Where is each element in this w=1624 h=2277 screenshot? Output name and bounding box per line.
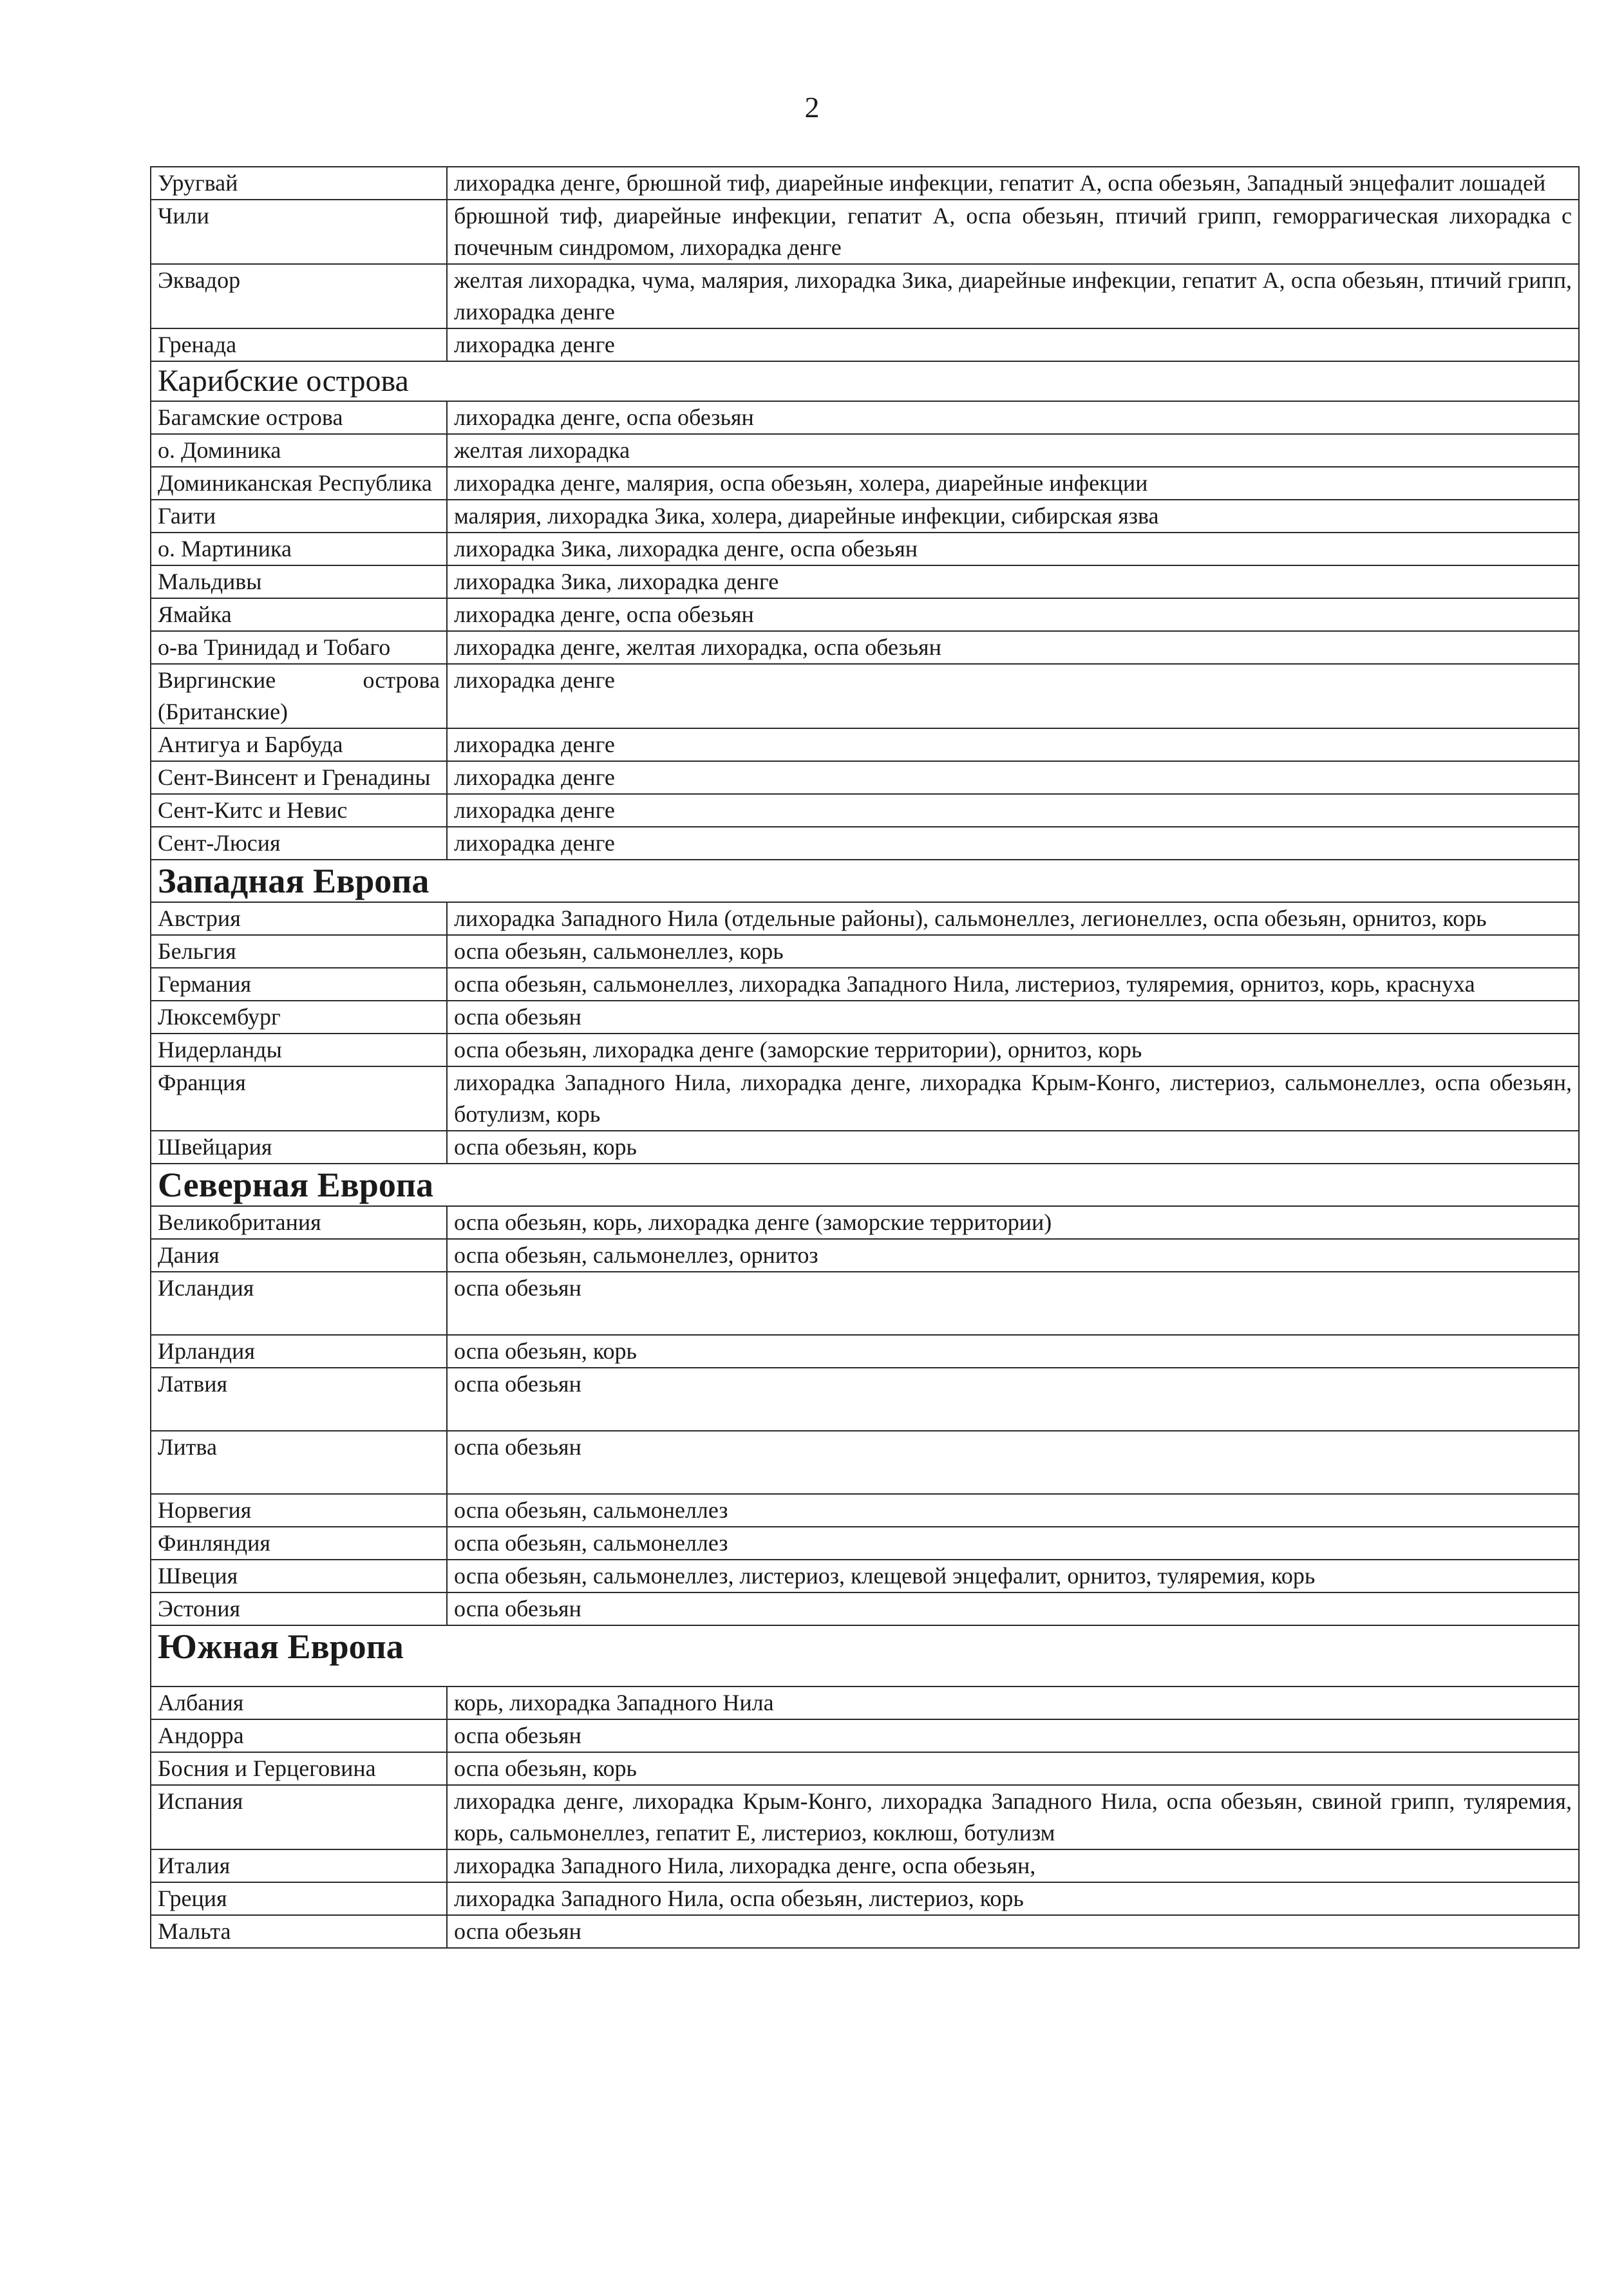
country-cell: Дания xyxy=(151,1239,447,1272)
country-cell: Гаити xyxy=(151,500,447,533)
disease-cell: желтая лихорадка, чума, малярия, лихорадка Зика, диарейные инфекции, гепатит А, оспа обезьян, птичий грипп, лихорадка денге xyxy=(447,264,1579,328)
table-row xyxy=(151,1431,1579,1494)
disease-cell: оспа обезьян, корь xyxy=(447,1335,1579,1368)
country-cell: Антигуа и Барбуда xyxy=(151,728,447,761)
table-row xyxy=(151,902,1579,935)
country-cell: Швейцария xyxy=(151,1131,447,1164)
section-title: Западная Европа xyxy=(151,860,1579,902)
disease-cell: лихорадка денге xyxy=(447,328,1579,361)
country-cell: Норвегия xyxy=(151,1494,447,1527)
table-row xyxy=(151,1206,1579,1239)
table-row xyxy=(151,631,1579,664)
disease-cell: оспа обезьян, лихорадка денге (заморские территории), орнитоз, корь xyxy=(447,1034,1579,1066)
country-cell: Виргинские острова (Британские) xyxy=(151,664,447,728)
disease-cell: оспа обезьян, корь xyxy=(447,1131,1579,1164)
disease-cell: лихорадка денге xyxy=(447,794,1579,827)
country-cell: Швеция xyxy=(151,1560,447,1592)
disease-cell: желтая лихорадка xyxy=(447,434,1579,467)
table-row xyxy=(151,434,1579,467)
country-cell: Ирландия xyxy=(151,1335,447,1368)
country-cell: Гренада xyxy=(151,328,447,361)
table-row xyxy=(151,1882,1579,1915)
country-cell: Андорра xyxy=(151,1719,447,1752)
table-row xyxy=(151,1527,1579,1560)
country-cell: Уругвай xyxy=(151,167,447,200)
table-row xyxy=(151,1131,1579,1164)
disease-cell: лихорадка денге, оспа обезьян xyxy=(447,598,1579,631)
disease-cell: оспа обезьян, корь, лихорадка денге (заморские территории) xyxy=(447,1206,1579,1239)
table-row xyxy=(151,1785,1579,1849)
country-cell: Нидерланды xyxy=(151,1034,447,1066)
table-row xyxy=(151,935,1579,968)
disease-cell: оспа обезьян xyxy=(447,1368,1579,1431)
table-row xyxy=(151,500,1579,533)
table-row xyxy=(151,1335,1579,1368)
section-header-row xyxy=(151,860,1579,902)
disease-cell: лихорадка денге xyxy=(447,728,1579,761)
disease-cell: лихорадка Зика, лихорадка денге xyxy=(447,565,1579,598)
disease-cell: оспа обезьян xyxy=(447,1915,1579,1948)
section-title: Северная Европа xyxy=(151,1164,1579,1206)
disease-cell: оспа обезьян xyxy=(447,1592,1579,1625)
country-cell: Ямайка xyxy=(151,598,447,631)
disease-cell: лихорадка Западного Нила, оспа обезьян, листериоз, корь xyxy=(447,1882,1579,1915)
table-row xyxy=(151,1001,1579,1034)
disease-cell: лихорадка денге, малярия, оспа обезьян, холера, диарейные инфекции xyxy=(447,467,1579,500)
country-cell: Франция xyxy=(151,1066,447,1131)
table-row xyxy=(151,794,1579,827)
section-header-row xyxy=(151,361,1579,401)
table-row xyxy=(151,167,1579,200)
page-number: 2 xyxy=(804,91,820,124)
disease-cell: оспа обезьян, сальмонеллез, орнитоз xyxy=(447,1239,1579,1272)
country-cell: Финляндия xyxy=(151,1527,447,1560)
disease-cell: оспа обезьян, сальмонеллез, корь xyxy=(447,935,1579,968)
table-row xyxy=(151,968,1579,1001)
table-row xyxy=(151,1592,1579,1625)
disease-cell: лихорадка денге, брюшной тиф, диарейные инфекции, гепатит А, оспа обезьян, Западный энцефалит лошадей xyxy=(447,167,1579,200)
disease-cell: малярия, лихорадка Зика, холера, диарейные инфекции, сибирская язва xyxy=(447,500,1579,533)
table-row xyxy=(151,1034,1579,1066)
country-cell: Эстония xyxy=(151,1592,447,1625)
country-cell: Сент-Винсент и Гренадины xyxy=(151,761,447,794)
disease-cell: лихорадка денге, желтая лихорадка, оспа обезьян xyxy=(447,631,1579,664)
country-cell: о-ва Тринидад и Тобаго xyxy=(151,631,447,664)
disease-cell: брюшной тиф, диарейные инфекции, гепатит А, оспа обезьян, птичий грипп, геморрагическая лихорадка с почечным синдромом, лихорадка денге xyxy=(447,200,1579,264)
country-cell: Бельгия xyxy=(151,935,447,968)
country-cell: Литва xyxy=(151,1431,447,1494)
country-cell: Багамские острова xyxy=(151,401,447,434)
country-cell: Италия xyxy=(151,1849,447,1882)
country-cell: Сент-Китс и Невис xyxy=(151,794,447,827)
disease-cell: лихорадка Западного Нила, лихорадка денге, лихорадка Крым-Конго, листериоз, сальмонеллез, оспа обезьян, ботулизм, корь xyxy=(447,1066,1579,1131)
table-row xyxy=(151,328,1579,361)
section-header-row xyxy=(151,1625,1579,1686)
table-row xyxy=(151,1066,1579,1131)
disease-cell: оспа обезьян xyxy=(447,1431,1579,1494)
country-cell: Мальдивы xyxy=(151,565,447,598)
disease-table xyxy=(150,166,1580,1949)
country-cell: Германия xyxy=(151,968,447,1001)
country-cell: Испания xyxy=(151,1785,447,1849)
country-cell: Латвия xyxy=(151,1368,447,1431)
disease-cell: оспа обезьян, сальмонеллез, листериоз, клещевой энцефалит, орнитоз, туляремия, корь xyxy=(447,1560,1579,1592)
table-row xyxy=(151,467,1579,500)
section-title: Карибские острова xyxy=(151,361,1579,401)
country-cell: Босния и Герцеговина xyxy=(151,1752,447,1785)
table-row xyxy=(151,1752,1579,1785)
section-title: Южная Европа xyxy=(151,1625,1579,1686)
country-cell: о. Доминика xyxy=(151,434,447,467)
section-header-row xyxy=(151,1164,1579,1206)
country-cell: Сент-Люсия xyxy=(151,827,447,860)
table-row xyxy=(151,761,1579,794)
disease-cell: корь, лихорадка Западного Нила xyxy=(447,1686,1579,1719)
table-row xyxy=(151,1494,1579,1527)
country-cell: Мальта xyxy=(151,1915,447,1948)
table-row xyxy=(151,1368,1579,1431)
disease-cell: оспа обезьян, сальмонеллез xyxy=(447,1527,1579,1560)
disease-cell: оспа обезьян, сальмонеллез, лихорадка Западного Нила, листериоз, туляремия, орнитоз, корь, краснуха xyxy=(447,968,1579,1001)
table-row xyxy=(151,1719,1579,1752)
country-cell: Исландия xyxy=(151,1272,447,1335)
disease-cell: оспа обезьян, сальмонеллез xyxy=(447,1494,1579,1527)
country-cell: Доминиканская Республика xyxy=(151,467,447,500)
country-cell: о. Мартиника xyxy=(151,533,447,565)
table-row xyxy=(151,1560,1579,1592)
table-row xyxy=(151,728,1579,761)
country-cell: Люксембург xyxy=(151,1001,447,1034)
table-row xyxy=(151,598,1579,631)
table-row xyxy=(151,200,1579,264)
country-cell: Греция xyxy=(151,1882,447,1915)
table-row xyxy=(151,1686,1579,1719)
table-row xyxy=(151,533,1579,565)
table-row xyxy=(151,264,1579,328)
table-row xyxy=(151,401,1579,434)
country-cell: Великобритания xyxy=(151,1206,447,1239)
disease-cell: лихорадка денге xyxy=(447,664,1579,728)
disease-cell: лихорадка денге xyxy=(447,761,1579,794)
table-row xyxy=(151,827,1579,860)
table-row xyxy=(151,1849,1579,1882)
disease-cell: оспа обезьян xyxy=(447,1001,1579,1034)
disease-cell: оспа обезьян xyxy=(447,1272,1579,1335)
country-cell: Чили xyxy=(151,200,447,264)
disease-cell: лихорадка денге, лихорадка Крым-Конго, лихорадка Западного Нила, оспа обезьян, свиной грипп, туляремия, корь, сальмонеллез, гепатит Е, листериоз, коклюш, ботулизм xyxy=(447,1785,1579,1849)
disease-cell: лихорадка денге xyxy=(447,827,1579,860)
disease-cell: оспа обезьян xyxy=(447,1719,1579,1752)
table-row xyxy=(151,1239,1579,1272)
table-row xyxy=(151,1915,1579,1948)
disease-cell: лихорадка Западного Нила, лихорадка денге, оспа обезьян, xyxy=(447,1849,1579,1882)
table-row xyxy=(151,1272,1579,1335)
table-row xyxy=(151,664,1579,728)
disease-cell: лихорадка Западного Нила (отдельные районы), сальмонеллез, легионеллез, оспа обезьян, орнитоз, корь xyxy=(447,902,1579,935)
country-cell: Австрия xyxy=(151,902,447,935)
country-cell: Албания xyxy=(151,1686,447,1719)
country-cell: Эквадор xyxy=(151,264,447,328)
disease-cell: оспа обезьян, корь xyxy=(447,1752,1579,1785)
table-row xyxy=(151,565,1579,598)
disease-cell: лихорадка Зика, лихорадка денге, оспа обезьян xyxy=(447,533,1579,565)
disease-cell: лихорадка денге, оспа обезьян xyxy=(447,401,1579,434)
